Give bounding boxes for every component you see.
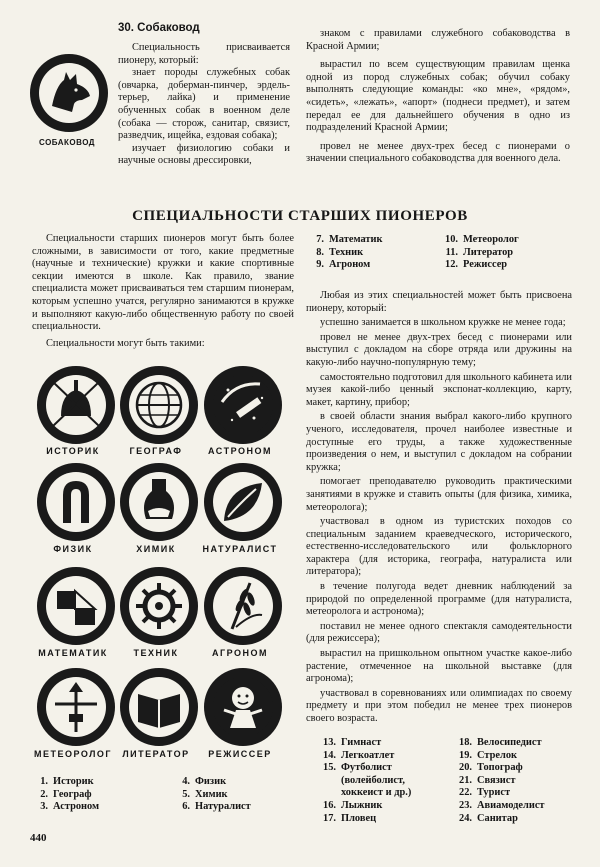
historian-badge bbox=[37, 366, 115, 444]
list-item: 21. Связист bbox=[459, 774, 516, 786]
senior-lead: Специальности могут быть такими: bbox=[46, 337, 205, 349]
mathematician-badge bbox=[37, 567, 115, 645]
leaf-icon bbox=[206, 465, 280, 539]
wheat-icon bbox=[206, 569, 280, 643]
list-item: 8. Техник bbox=[316, 246, 364, 258]
list-item: 17. Пловец bbox=[323, 812, 377, 824]
list-item: 14. Легкоатлет bbox=[323, 749, 395, 761]
section-30-p2: знает породы служебных собак (овчарка, доберман-пинчер, эрдель-терьер, лайка) и применение обученных собак в военном деле (собака — сторож, санитар, связист, разведчик, ищейка, ездовая собака); bbox=[118, 67, 290, 142]
agronomist-badge bbox=[204, 567, 282, 645]
helmet-icon bbox=[39, 368, 113, 442]
dog-breeder-badge bbox=[30, 54, 108, 132]
naturalist-badge bbox=[204, 463, 282, 541]
list-item: 12. Режиссер bbox=[445, 259, 508, 271]
historian-label: ИСТОРИК bbox=[46, 446, 100, 456]
section-30-r2: вырастил по всем существующим правилам щенка одной из пород служебных собак; обучил собаку выполнять следующие команды: «ко мне», «рядом», «сидеть», «лежать», «апорт» (поднеси предмет), и затем передал ее для дальнейшего обучения в одно из подразделений Красной Армии; bbox=[306, 59, 570, 134]
req-4: в своей области знания выбрал какого-либо крупного ученого, исследователя, прочел наиболее известные и доступные его труды, а также художественные произведения о нем, и выступил с докладом на собрании кружка; bbox=[306, 411, 572, 473]
list-item: 18. Велосипедист bbox=[459, 737, 542, 748]
writer-badge bbox=[120, 668, 198, 746]
list-item: 22. Турист bbox=[459, 787, 511, 799]
req-8: поставил не менее одного спектакля самодеятельности (для режиссера); bbox=[306, 620, 572, 645]
section-30-p1: Специальность присваивается пионеру, который: bbox=[118, 42, 290, 66]
list-item: 6. Натуралист bbox=[182, 801, 251, 813]
sports-list-b bbox=[454, 737, 545, 825]
list-item: 7. Математик bbox=[316, 234, 383, 245]
magnet-icon bbox=[39, 465, 113, 539]
meteorologist-badge bbox=[37, 668, 115, 746]
list-item: 2. Географ bbox=[40, 788, 92, 800]
agronomist-label: АГРОНОМ bbox=[212, 648, 268, 658]
astronomer-label: АСТРОНОМ bbox=[208, 446, 272, 456]
technician-label: ТЕХНИК bbox=[133, 648, 179, 658]
senior-specialties-heading: СПЕЦИАЛЬНОСТИ СТАРШИХ ПИОНЕРОВ bbox=[132, 208, 468, 224]
puppet-icon bbox=[206, 670, 280, 744]
physicist-badge bbox=[37, 463, 115, 541]
flask-icon bbox=[122, 465, 196, 539]
page-number: 440 bbox=[30, 832, 47, 844]
weathervane-icon bbox=[39, 670, 113, 744]
geographer-label: ГЕОГРАФ bbox=[129, 446, 183, 456]
list-item: 15. Футболист (волейболист, хоккеист и др.) bbox=[323, 762, 412, 799]
writer-label: ЛИТЕРАТОР bbox=[122, 749, 190, 759]
list-item: 1. Историк bbox=[40, 776, 94, 787]
meteorologist-label: МЕТЕОРОЛОГ bbox=[33, 749, 113, 759]
chemist-badge bbox=[120, 463, 198, 541]
section-30-r1: знаком с правилами служебного собаководства в Красной Армии; bbox=[306, 28, 570, 52]
gear-icon bbox=[122, 569, 196, 643]
specialty-list-right-a bbox=[306, 234, 382, 272]
section-30-r3: провел не менее двух-трех бесед с пионерами о значении специального собаководства для военного дела. bbox=[306, 140, 570, 165]
list-item: 5. Химик bbox=[182, 788, 228, 800]
specialty-list-left-a bbox=[30, 776, 99, 814]
req-6: участвовал в одном из туристских походов со специальным заданием краеведческого, исторического, естественно-исследовательского или фольклорного характера (для историка, географа, натуралиста или литератора); bbox=[306, 516, 572, 578]
list-item: 19. Стрелок bbox=[459, 749, 517, 761]
astronomer-badge bbox=[204, 366, 282, 444]
list-item: 9. Агроном bbox=[316, 259, 371, 271]
section-30-title: 30. Собаковод bbox=[118, 22, 200, 34]
mathematician-label: МАТЕМАТИК bbox=[38, 648, 108, 658]
physicist-label: ФИЗИК bbox=[53, 544, 93, 554]
req-10: участвовал в соревнованиях или олимпиадах по своему предмету и при этом победил не менее трех пионеров своего возраста. bbox=[306, 687, 572, 724]
req-0: Любая из этих специальностей может быть присвоена пионеру, который: bbox=[306, 290, 572, 314]
req-9: вырастил на пришкольном опытном участке какое-либо растение, отмеченное на школьной выставке (для агронома); bbox=[306, 648, 572, 685]
globe-icon bbox=[122, 368, 196, 442]
senior-intro: Специальности старших пионеров могут быть более сложными, в зависимости от того, какие предметные (научные и технические) кружки и какие спортивные секции имеются в школе. Как правило, звание специалиста может присваиваться тем старшим пионерам, которым успешно учатся, регулярно занимаются в кружке и выполняют какую-либо общественную работу по своей специальности. bbox=[32, 233, 294, 333]
req-1: успешно занимается в школьном кружке не менее года; bbox=[320, 317, 566, 329]
req-5: помогает преподавателю руководить практическими занятиями в кружке и ставить опыты (для физика, химика, метеоролога); bbox=[306, 476, 572, 513]
telescope-icon bbox=[206, 368, 280, 442]
dog-breeder-badge-label: СОБАКОВОД bbox=[38, 138, 96, 147]
list-item: 24. Санитар bbox=[459, 812, 518, 824]
list-item: 11. Литератор bbox=[445, 246, 514, 258]
list-item: 16. Лыжник bbox=[323, 799, 383, 811]
director-label: РЕЖИССЕР bbox=[208, 749, 272, 759]
specialty-list-left-b bbox=[172, 776, 251, 814]
sports-list-a bbox=[318, 737, 448, 825]
list-item: 20. Топограф bbox=[459, 762, 523, 774]
list-item: 10. Метеоролог bbox=[445, 234, 519, 245]
dog-head-icon bbox=[32, 56, 106, 130]
chemist-label: ХИМИК bbox=[136, 544, 176, 554]
req-3: самостоятельно подготовил для школьного кабинета или музея какой-либо ценный экспонат-коллекцию, карту, макет, картину, прибор; bbox=[306, 371, 572, 408]
list-item: 4. Физик bbox=[182, 776, 227, 787]
list-item: 3. Астроном bbox=[40, 801, 100, 813]
list-item: 13. Гимнаст bbox=[323, 737, 382, 748]
pythagoras-icon bbox=[39, 569, 113, 643]
technician-badge bbox=[120, 567, 198, 645]
specialty-list-right-b bbox=[440, 234, 519, 272]
list-item: 23. Авиамоделист bbox=[459, 799, 545, 811]
geographer-badge bbox=[120, 366, 198, 444]
book-icon bbox=[122, 670, 196, 744]
director-badge bbox=[204, 668, 282, 746]
section-30-p3: изучает физиологию собаки и научные основы дрессировки, bbox=[118, 142, 290, 167]
req-2: провел не менее двух-трех бесед с пионерами или выступил с докладом на сборе отряда или дружины на какую-либо научно-популярную тему; bbox=[306, 331, 572, 368]
req-7: в течение полугода ведет дневник наблюдений за природой по определенной программе (для натуралиста, метеоролога и астронома); bbox=[306, 581, 572, 618]
naturalist-label: НАТУРАЛИСТ bbox=[202, 544, 278, 554]
